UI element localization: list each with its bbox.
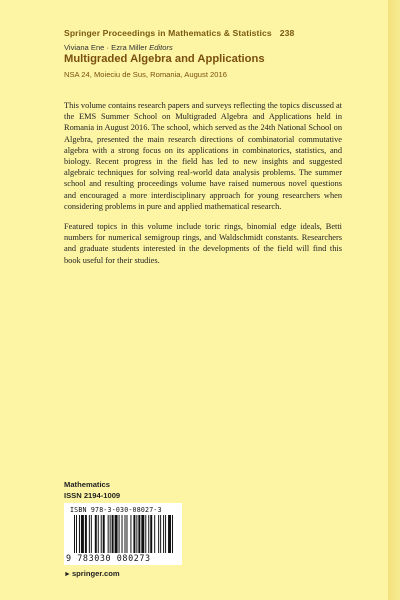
website-text: springer.com xyxy=(71,569,120,578)
spine-edge xyxy=(388,0,400,600)
series-line xyxy=(64,28,294,38)
barcode-bars xyxy=(74,515,174,553)
issn-label: ISSN 2194-1009 xyxy=(64,491,121,500)
editors-line xyxy=(64,43,173,52)
website-link[interactable] xyxy=(64,569,120,578)
isbn-digits: 9 783030 080273 xyxy=(66,553,151,563)
book-title: Multigraded Algebra and Applications xyxy=(64,53,265,65)
blurb-paragraph: Featured topics in this volume include toric rings, binomial edge ideals, Betti numbers for numerical semigroup rings, and Waldschmidt constants. Researchers and graduate students interested in the developments of the field will find this book useful for their studies. xyxy=(64,222,342,265)
arrow-icon: ► xyxy=(64,571,71,578)
barcode xyxy=(64,503,182,565)
isbn-label: ISBN 978-3-030-08027-3 xyxy=(70,506,162,514)
series-name: Springer Proceedings in Mathematics & Statistics xyxy=(64,28,272,38)
editors-role: Editors xyxy=(149,43,173,52)
book-subtitle: NSA 24, Moieciu de Sus, Romania, August 2016 xyxy=(64,70,227,79)
blurb-paragraph: This volume contains research papers and surveys reflecting the topics discussed at the EMS Summer School on Multigraded Algebra and Applications held in Romania in August 2016. The school, which served as the 24th National School on Algebra, presented the main research directions of combinatorial commutative algebra with a strong focus on its applications in combinatorics, statistics, and biology. Recent progress in the field has led to new insights and suggested algebraic techniques for solving real-world data analysis problems. The summer school and resulting proceedings volume have raised numerous novel questions and encouraged a more interdisciplinary approach for young researchers when considering problems in pure and applied mathematical research. xyxy=(64,101,342,211)
blurb xyxy=(64,100,342,275)
editor-names: Viviana Ene · Ezra Miller xyxy=(64,43,148,52)
series-volume: 238 xyxy=(279,28,295,38)
subject-label: Mathematics xyxy=(64,480,111,489)
